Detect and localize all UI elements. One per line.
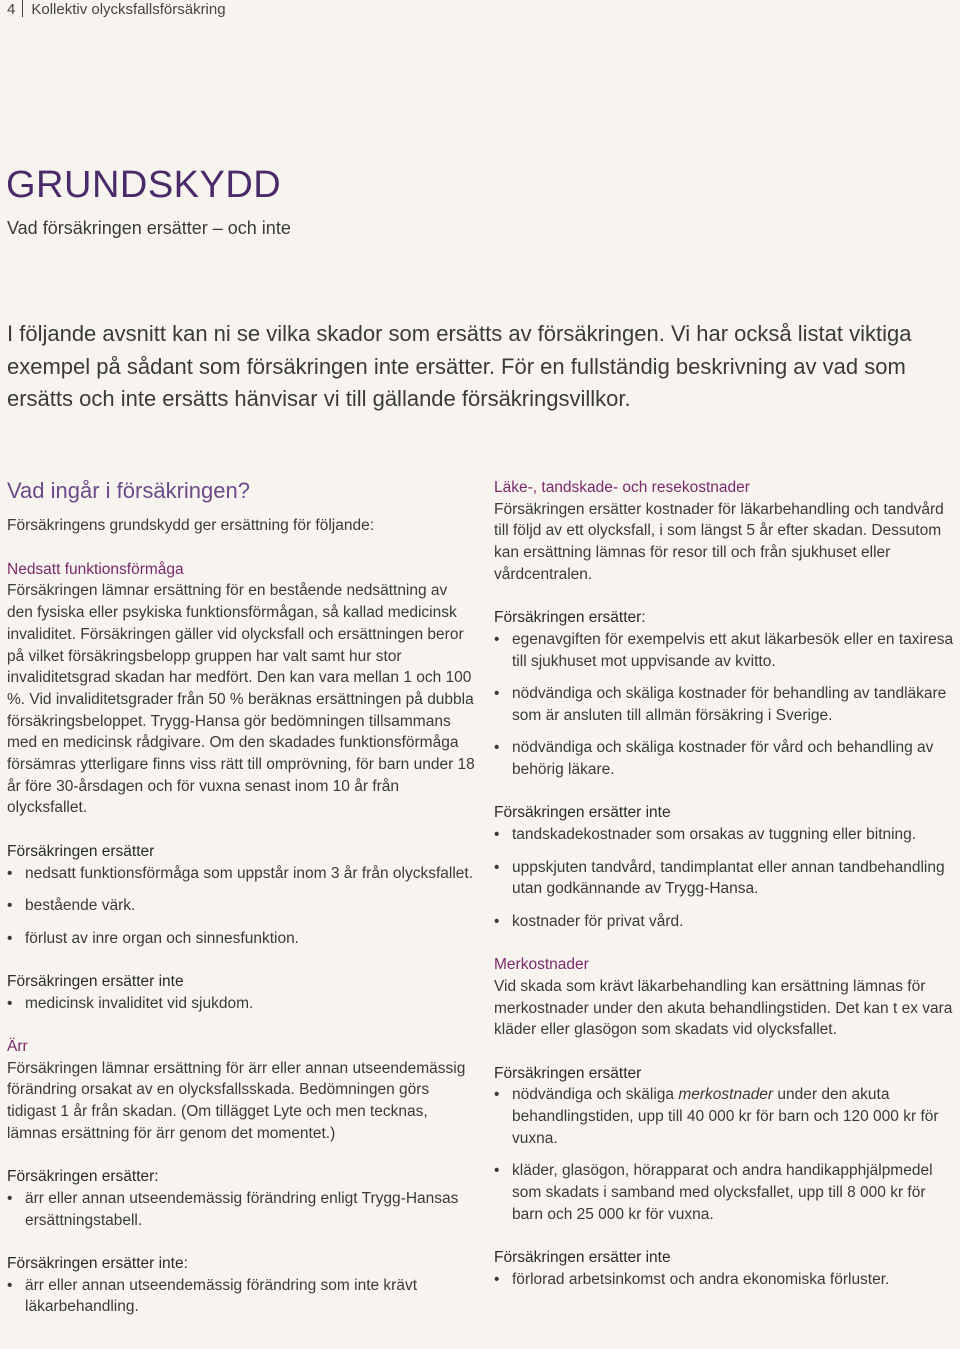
list-item: • nedsatt funktionsförmåga som uppstår inom 3 år från olycksfallet. [7,863,475,885]
page-subtitle: Vad försäkringen ersätter – och inte [7,218,291,238]
list-item: • förlorad arbetsinkomst och andra ekonomiska förluster. [494,1269,958,1291]
excluded-list-funktion [7,993,475,1015]
list-item: • medicinsk invaliditet vid sjukdom. [7,993,475,1015]
header-divider [22,0,23,17]
page-title: GRUNDSKYDD [6,164,282,206]
list-item: • bestående värk. [7,895,475,917]
right-column [494,477,958,1291]
section-title: Kollektiv olycksfallsförsäkring [31,1,226,18]
list-item: • förlust av inre organ och sinnesfunktion. [7,928,475,950]
excluded-list-lake [494,824,958,932]
excluded-heading-arr: Försäkringen ersätter inte: [7,1255,188,1273]
list-item: • ärr eller annan utseendemässig förändring enligt Trygg-Hansas ersättningstabell. [7,1188,475,1231]
covered-heading-merkostnader: Försäkringen ersätter [494,1064,642,1082]
coverage-heading: Vad ingår i försäkringen? [7,478,250,503]
excluded-heading-funktion: Försäkringen ersätter inte [7,972,184,990]
section-heading-arr: Ärr [7,1038,28,1056]
excluded-list-arr [7,1275,475,1318]
list-item: • tandskadekostnader som orsakas av tuggning eller bitning. [494,824,958,846]
section-heading-funktion: Nedsatt funktionsförmåga [7,560,184,578]
covered-list-merkostnader [494,1084,958,1225]
covered-heading-arr: Försäkringen ersätter: [7,1168,159,1186]
intro-paragraph: I följande avsnitt kan ni se vilka skador som ersätts av försäkringen. Vi har också listat viktiga exempel på sådant som försäkringen inte ersätter. För en fullständig beskrivning av vad som ersätts och inte ersätts hänvisar vi till gällande försäkringsvillkor. [7,321,912,411]
list-item-text: under den akuta behandlingstiden, upp till 40 000 kr för barn och 120 000 kr för vuxna. [512,1086,939,1147]
coverage-lead: Försäkringens grundskydd ger ersättning för följande: [7,517,375,534]
section-body-merkostnader: Vid skada som krävt läkarbehandling kan ersättning lämnas för merkostnader under den akuta behandlingstiden. Det kan t ex vara kläder eller glasögon som skadats vid olycksfallet. [494,977,953,1039]
section-heading-lake: Läke-, tandskade- och resekostnader [494,479,750,496]
covered-list-arr [7,1188,475,1231]
list-item: • uppskjuten tandvård, tandimplantat eller annan tandbehandling utan godkännande av Trygg-Hansa. [494,857,958,900]
list-item [494,1084,958,1149]
excluded-heading-lake: Försäkringen ersätter inte [494,804,671,822]
left-column [7,477,475,1318]
section-body-lake: Försäkringen ersätter kostnader för läkarbehandling och tandvård till följd av ett olycksfall, i som längst 5 år efter skadan. Dessutom kan ersättning lämnas för resor till och från sjukhuset eller vårdcentralen. [494,500,944,583]
covered-list-funktion [7,863,475,950]
list-item: • kostnader för privat vård. [494,911,958,933]
section-heading-merkostnader: Merkostnader [494,956,589,974]
page-header [7,0,226,19]
list-item-text: nödvändiga och skäliga [512,1086,679,1104]
list-item: • kläder, glasögon, hörapparat och andra handikapphjälpmedel som skadats i samband med olycksfallet, upp till 8 000 kr för barn och 25 000 kr för vuxna. [494,1160,958,1225]
page-number: 4 [7,1,16,18]
excluded-list-merkostnader [494,1269,958,1291]
list-item: • nödvändiga och skäliga kostnader för behandling av tandläkare som är ansluten till allmän försäkring i Sverige. [494,683,958,726]
list-item: • nödvändiga och skäliga kostnader för vård och behandling av behörig läkare. [494,737,958,780]
section-body-arr: Försäkringen lämnar ersättning för ärr eller annan utseendemässig förändring orsakat av en olycksfallsskada. Bedömningen görs tidigast 1 år från skadan. (Om tillägget Lyte och men tecknas, lämnas ersättning för ärr genom det momentet.) [7,1059,466,1142]
list-item-emphasis: merkostnader [678,1086,774,1104]
list-item: • egenavgiften för exempelvis ett akut läkarbesök eller en taxiresa till sjukhuset mot uppvisande av kvitto. [494,629,958,672]
covered-list-lake [494,629,958,781]
list-item: • ärr eller annan utseendemässig förändring som inte krävt läkarbehandling. [7,1275,475,1318]
covered-heading-funktion: Försäkringen ersätter [7,842,155,860]
section-body-funktion: Försäkringen lämnar ersättning för en bestående nedsättning av den fysiska eller psykiska funktionsförmågan, så kallad medicinsk invaliditet. Försäkringen gäller vid olycksfall och ersättningen beror på vilket försäkringsbelopp gruppen har valt samt hur stor invaliditetsgrad skadan har medfört. Den kan vara mellan 1 och 100 %. Vid invaliditetsgrader från 50 % beräknas ersättningen på dubbla försäkringsbeloppet. Trygg-Hansa gör bedömningen tillsammans med en medicinsk rådgivare. Om den skadades funktionsförmåga försämras ytterligare finns viss rätt till omprövning, för barn under 18 år före 30-årsdagen och för vuxna senast inom 10 år från olycksfallet. [7,582,475,817]
covered-heading-lake: Försäkringen ersätter: [494,609,646,627]
excluded-heading-merkostnader: Försäkringen ersätter inte [494,1249,671,1267]
